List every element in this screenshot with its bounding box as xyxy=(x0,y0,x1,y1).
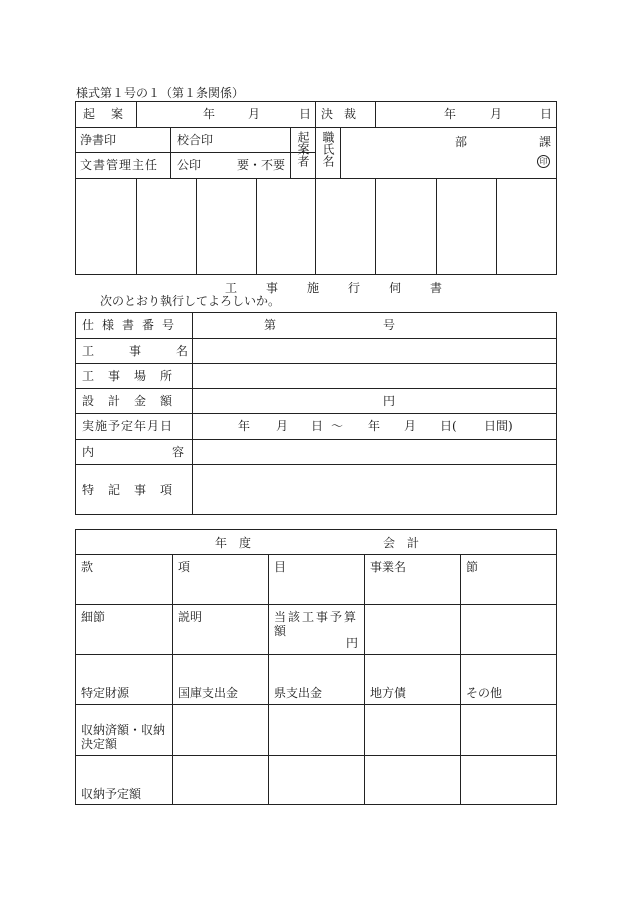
budget-row-divider xyxy=(75,554,557,555)
seal-row-divider xyxy=(75,152,315,153)
stamp-cell-divider xyxy=(196,178,197,275)
work-place-label: 工事場所 xyxy=(82,369,187,383)
budget-col-divider xyxy=(172,554,173,805)
budget-item-kou: 項 xyxy=(178,560,191,574)
budget-item-kan: 款 xyxy=(81,560,94,574)
design-amount-yen: 円 xyxy=(383,394,396,408)
stamp-cell-divider xyxy=(375,178,376,275)
draft-month: 月 xyxy=(248,107,261,121)
draft-day: 日 xyxy=(299,107,312,121)
prefecture-funds-label: 県支出金 xyxy=(274,686,323,700)
budget-amount-yen: 円 xyxy=(346,636,359,650)
expected-amount-label: 収納予定額 xyxy=(81,787,142,801)
stamp-cell-divider xyxy=(136,178,137,275)
form-caption: 様式第１号の１（第１条関係） xyxy=(76,86,245,100)
doc-subtitle: 次のとおり執行してよろしいか。 xyxy=(100,294,281,308)
drafter-col-right xyxy=(315,127,316,178)
schedule-year-end: 年 xyxy=(368,419,381,433)
decision-month: 月 xyxy=(490,107,503,121)
budget-table xyxy=(75,529,557,805)
stamp-cell-divider xyxy=(436,178,437,275)
clean-copy-seal-label: 浄書印 xyxy=(80,133,117,147)
other-funds-label: その他 xyxy=(466,686,503,700)
section-label: 課 xyxy=(539,135,552,149)
doc-manager-label: 文書管理主任 xyxy=(80,158,159,172)
budget-col-divider xyxy=(364,554,365,805)
draft-decision-divider xyxy=(315,101,316,127)
special-notes-label: 特記事項 xyxy=(82,483,187,497)
seal-col-divider xyxy=(170,127,171,178)
draft-label: 起案 xyxy=(83,107,140,121)
explanation-label: 説明 xyxy=(178,610,203,624)
stamp-cell-divider xyxy=(315,178,316,275)
decision-day: 日 xyxy=(540,107,553,121)
project-row-divider xyxy=(75,413,557,414)
drafter-col-left xyxy=(290,127,291,178)
official-seal-label: 公印 xyxy=(177,158,202,172)
budget-col-divider xyxy=(268,554,269,805)
drafter-label: 起案者 xyxy=(296,131,310,167)
schedule-label: 実施予定年月日 xyxy=(82,419,174,433)
decision-label: 決裁 xyxy=(321,107,368,121)
local-bond-label: 地方債 xyxy=(370,686,407,700)
budget-row-divider xyxy=(75,704,557,705)
work-name-label: 工事名 xyxy=(82,344,224,358)
schedule-month-start: 月 xyxy=(276,419,289,433)
schedule-tilde: 〜 xyxy=(331,419,344,433)
schedule-month-end: 月 xyxy=(404,419,417,433)
budget-item-moku: 目 xyxy=(274,560,287,574)
project-row-divider xyxy=(75,464,557,465)
budget-row-divider xyxy=(75,755,557,756)
budget-item-project-name: 事業名 xyxy=(370,560,407,574)
decision-year: 年 xyxy=(444,107,457,121)
budget-row-divider xyxy=(75,604,557,605)
dept-label: 部 xyxy=(455,135,468,149)
budget-amount-label: 当該工事予算額 xyxy=(274,610,359,638)
name-col-right xyxy=(340,127,341,178)
subsection-label: 細節 xyxy=(81,610,106,624)
design-amount-label: 設計金額 xyxy=(82,394,187,408)
specific-funds-label: 特定財源 xyxy=(81,686,130,700)
doc-title: 工事施行伺書 xyxy=(225,281,472,295)
stamp-cell-divider xyxy=(256,178,257,275)
proofread-seal-label: 校合印 xyxy=(177,133,214,147)
schedule-days: 日間) xyxy=(484,419,513,433)
seal-mark-icon: 印 xyxy=(537,155,550,168)
fiscal-year-label: 年度 xyxy=(215,536,264,550)
contents-label: 内容 xyxy=(82,445,263,459)
title-name-label: 職氏名 xyxy=(321,131,335,167)
decision-label-divider xyxy=(375,101,376,127)
received-amount-label: 収納済額・収納決定額 xyxy=(81,723,166,751)
schedule-day-end: 日( xyxy=(440,419,457,433)
project-row-divider xyxy=(75,388,557,389)
stamp-cell-divider xyxy=(496,178,497,275)
approval-row-divider xyxy=(75,127,557,128)
project-row-divider xyxy=(75,363,557,364)
budget-row-divider xyxy=(75,654,557,655)
draft-year: 年 xyxy=(203,107,216,121)
national-funds-label: 国庫支出金 xyxy=(178,686,239,700)
account-label: 会計 xyxy=(383,536,432,550)
schedule-day-start: 日 xyxy=(311,419,324,433)
project-row-divider xyxy=(75,338,557,339)
budget-col-divider xyxy=(460,554,461,805)
required-or-not: 要・不要 xyxy=(237,158,286,172)
project-row-divider xyxy=(75,439,557,440)
spec-number-prefix: 第 xyxy=(264,318,277,332)
spec-number-suffix: 号 xyxy=(383,318,396,332)
schedule-year-start: 年 xyxy=(238,419,251,433)
approval-stamp-divider xyxy=(75,178,557,179)
spec-number-label: 仕様書番号 xyxy=(82,318,183,332)
budget-item-setsu: 節 xyxy=(466,560,479,574)
